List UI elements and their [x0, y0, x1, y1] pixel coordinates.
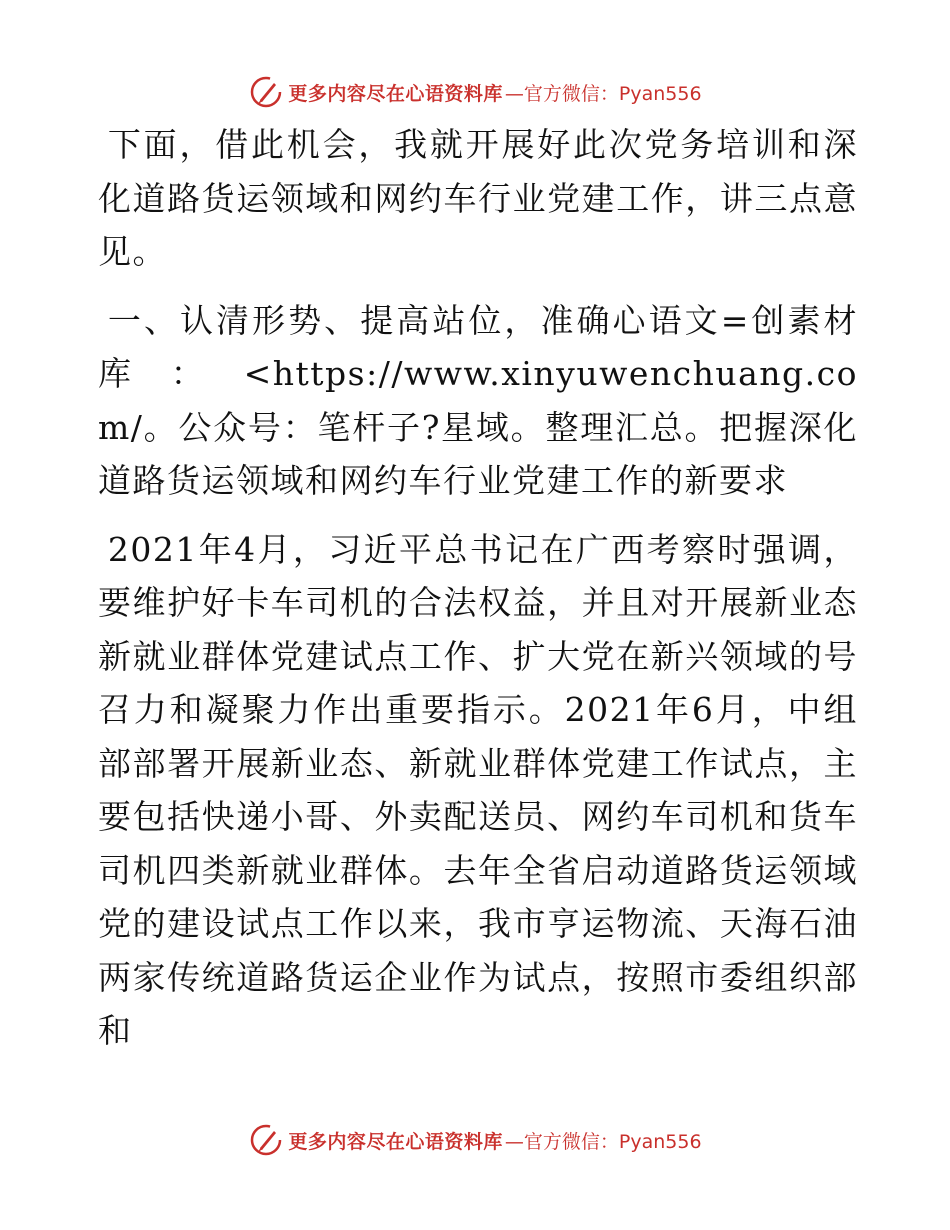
paragraph-intro: 下面，借此机会，我就开展好此次党务培训和深化道路货运领域和网约车行业党建工作，讲三点意见。	[98, 125, 858, 271]
header-contact-text: —官方微信：Pyan556	[504, 82, 702, 105]
footer-banner	[0, 1120, 950, 1160]
footer-brand-text: 更多内容尽在心语资料库	[288, 1130, 503, 1153]
paragraph-section-heading: 一、认清形势、提高站位，准确心语文=创素材库：<https://www.xinyuwenchuang.com/。公众号：笔杆子?星域。整理汇总。把握深化道路货运领域和网约车行业党建工作的新要求	[98, 300, 858, 500]
header-brand-text: 更多内容尽在心语资料库	[288, 82, 503, 105]
paragraph-body: 2021年4月，习近平总书记在广西考察时强调，要维护好卡车司机的合法权益，并且对开展新业态新就业群体党建试点工作、扩大党在新兴领域的号召力和凝聚力作出重要指示。2021年6月，中组部部署开展新业态、新就业群体党建工作试点，主要包括快递小哥、外卖配送员、网约车司机和货车司机四类新就业群体。去年全省启动道路货运领域党的建设试点工作以来，我市亨运物流、天海石油两家传统道路货运企业作为试点，按照市委组织部和	[98, 529, 858, 1050]
quill-pen-logo-icon	[248, 74, 284, 110]
footer-contact-text: —官方微信：Pyan556	[504, 1130, 702, 1153]
document-body	[98, 118, 858, 1058]
header-banner	[0, 72, 950, 112]
quill-pen-logo-icon	[248, 1122, 284, 1158]
